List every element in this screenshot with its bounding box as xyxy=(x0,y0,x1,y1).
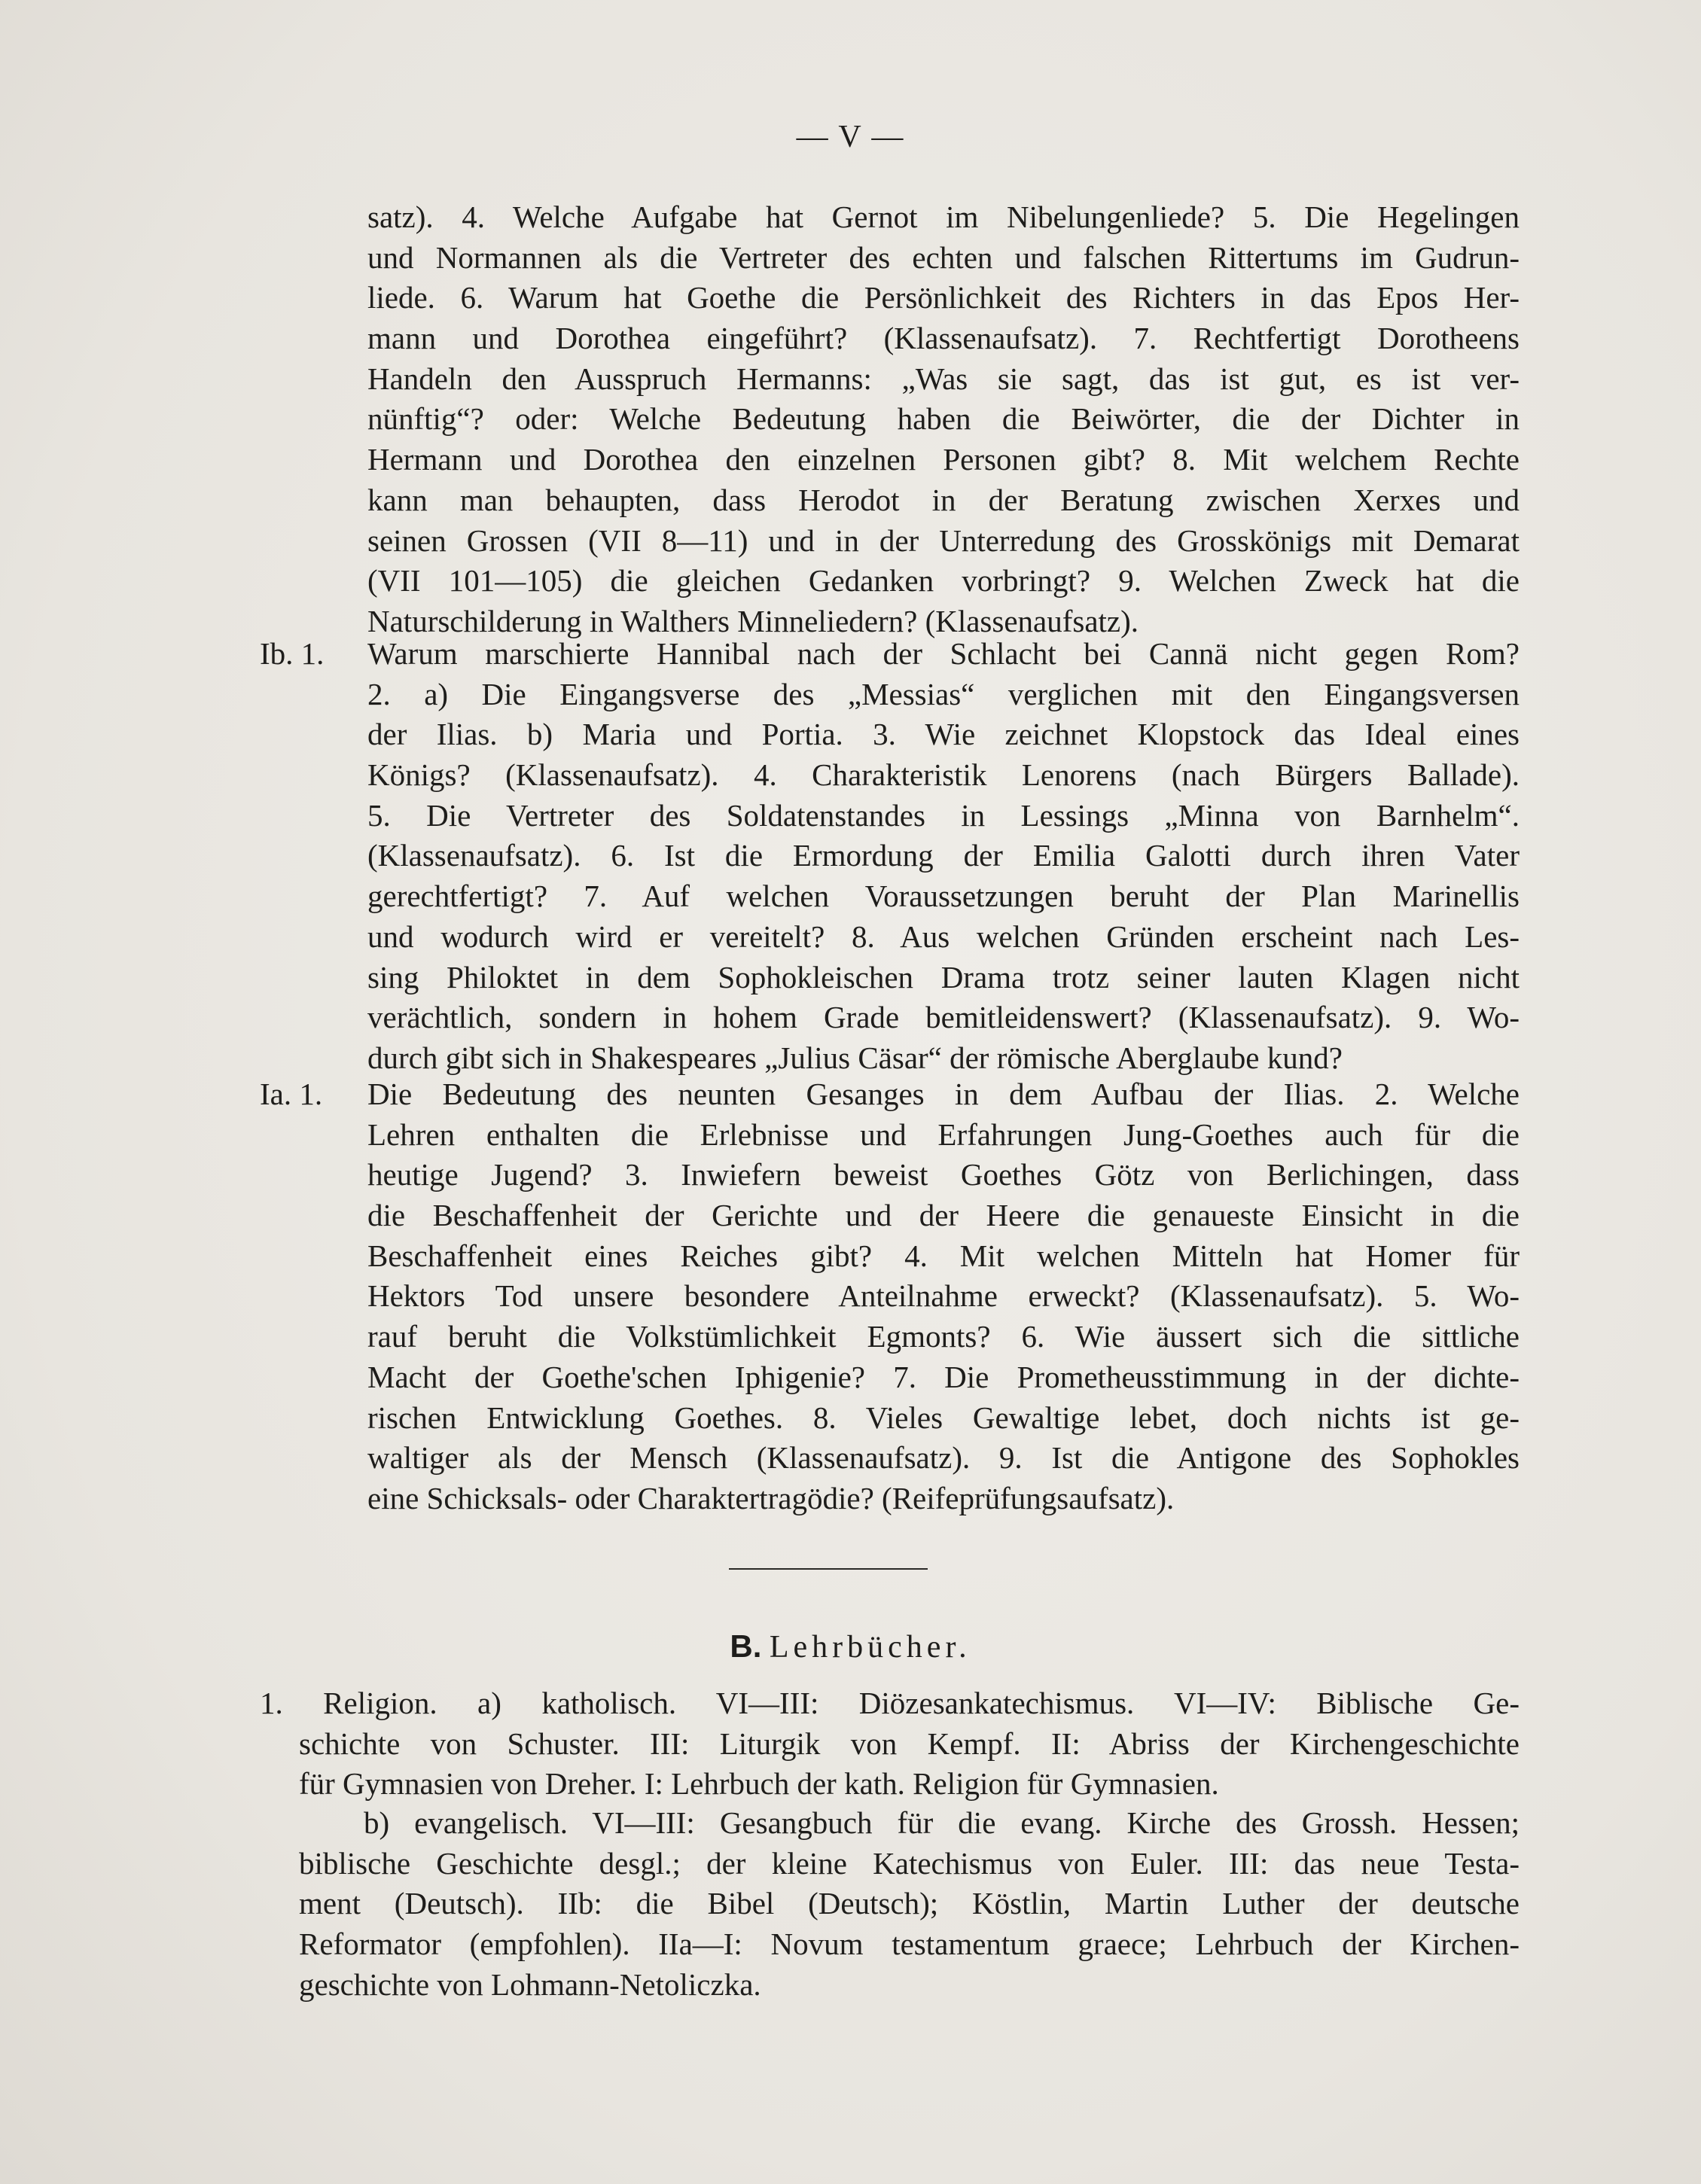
text-line: 1. Religion. a) katholisch. VI—III: Diözesankatechismus. VI—IV: Biblische Ge- xyxy=(260,1686,1520,1720)
text-line: Warum marschierte Hannibal nach der Schlacht bei Cannä nicht gegen Rom? xyxy=(367,636,1520,671)
text-line: schichte von Schuster. III: Liturgik von Kempf. II: Abriss der Kirchengeschichte xyxy=(299,1726,1520,1761)
text-line: Naturschilderung in Walthers Minneliedern? (Klassenaufsatz). xyxy=(367,603,1139,638)
section-ia-paragraph xyxy=(367,1074,1520,1519)
text-line: satz). 4. Welche Aufgabe hat Gernot im Nibelungenliede? 5. Die Hegelingen xyxy=(367,200,1520,234)
section-label-ia: Ia. 1. xyxy=(260,1077,323,1111)
text-line: Lehren enthalten die Erlebnisse und Erfahrungen Jung-Goethes auch für die xyxy=(367,1116,1520,1152)
text-line: rauf beruht die Volkstümlichkeit Egmonts? 6. Wie äussert sich die sittliche xyxy=(367,1319,1520,1354)
text-line: liede. 6. Warum hat Goethe die Persönlichkeit des Richters in das Epos Her- xyxy=(367,280,1520,315)
text-line: verächtlich, sondern in hohem Grade bemitleidenswert? (Klassenaufsatz). 9. Wo- xyxy=(367,1000,1520,1035)
continuation-paragraph xyxy=(367,197,1520,642)
text-line: seinen Grossen (VII 8—11) und in der Unterredung des Grosskönigs mit Demarat xyxy=(367,522,1520,558)
text-line: und wodurch wird er vereitelt? 8. Aus welchen Gründen erscheint nach Les- xyxy=(367,918,1520,954)
text-line: Handeln den Ausspruch Hermanns: „Was sie sagt, das ist gut, es ist ver- xyxy=(367,361,1520,396)
text-line: (Klassenaufsatz). 6. Ist die Ermordung der Emilia Galotti durch ihren Vater xyxy=(367,838,1520,873)
text-line: für Gymnasien von Dreher. I: Lehrbuch der kath. Religion für Gymnasien. xyxy=(299,1766,1219,1802)
text-line: mann und Dorothea eingeführt? (Klassenaufsatz). 7. Rechtfertigt Dorotheens xyxy=(367,321,1520,356)
text-line: Macht der Goethe'schen Iphigenie? 7. Die Prometheusstimmung in der dichte- xyxy=(367,1359,1520,1394)
text-line: b) evangelisch. VI—III: Gesangbuch für die evang. Kirche des Grossh. Hessen; xyxy=(364,1805,1520,1840)
text-line: ment (Deutsch). IIb: die Bibel (Deutsch); Köstlin, Martin Luther der deutsche xyxy=(299,1886,1520,1921)
section-label-ib: Ib. 1. xyxy=(260,636,325,671)
text-line: Reformator (empfohlen). IIa—I: Novum testamentum graece; Lehrbuch der Kirchen- xyxy=(299,1927,1520,1962)
text-line: waltiger als der Mensch (Klassenaufsatz). 9. Ist die Antigone des Sophokles xyxy=(367,1440,1520,1476)
text-line: die Beschaffenheit der Gerichte und der Heere die genaueste Einsicht in die xyxy=(367,1198,1520,1233)
text-line: nünftig“? oder: Welche Bedeutung haben die Beiwörter, die der Dichter in xyxy=(367,401,1520,437)
text-line: durch gibt sich in Shakespeares „Julius Cäsar“ der römische Aberglaube kund? xyxy=(367,1040,1343,1075)
text-line: Hektors Tod unsere besondere Anteilnahme erweckt? (Klassenaufsatz). 5. Wo- xyxy=(367,1278,1520,1314)
section-b-letter: B. xyxy=(730,1628,762,1664)
text-line: 2. a) Die Eingangsverse des „Messias“ verglichen mit den Eingangsversen xyxy=(367,676,1520,711)
text-line: Hermann und Dorothea den einzelnen Personen gibt? 8. Mit welchem Rechte xyxy=(367,442,1520,477)
divider-rule xyxy=(729,1568,928,1570)
text-line: (VII 101—105) die gleichen Gedanken vorbringt? 9. Welchen Zweck hat die xyxy=(367,563,1520,599)
section-b-heading xyxy=(0,1628,1701,1665)
text-line: rischen Entwicklung Goethes. 8. Vieles Gewaltige lebet, doch nichts ist ge- xyxy=(367,1400,1520,1435)
section-b-title: Lehrbücher. xyxy=(769,1630,971,1665)
text-line: eine Schicksals- oder Charaktertragödie? (Reifeprüfungsaufsatz). xyxy=(367,1480,1175,1515)
text-line: kann man behaupten, dass Herodot in der Beratung zwischen Xerxes und xyxy=(367,482,1520,517)
text-line: biblische Geschichte desgl.; der kleine Katechismus von Euler. III: das neue Testa- xyxy=(299,1845,1520,1881)
text-line: und Normannen als die Vertreter des echten und falschen Rittertums im Gudrun- xyxy=(367,239,1520,275)
section-ib-paragraph xyxy=(367,634,1520,1079)
text-line: Die Bedeutung des neunten Gesanges in dem Aufbau der Ilias. 2. Welche xyxy=(367,1077,1520,1111)
text-line: Beschaffenheit eines Reiches gibt? 4. Mit welchen Mitteln hat Homer für xyxy=(367,1238,1520,1273)
text-line: heutige Jugend? 3. Inwiefern beweist Goethes Götz von Berlichingen, dass xyxy=(367,1157,1520,1193)
text-line: Königs? (Klassenaufsatz). 4. Charakteristik Lenorens (nach Bürgers Ballade). xyxy=(367,757,1520,793)
religion-evangelical-paragraph xyxy=(299,1803,1520,2005)
text-line: geschichte von Lohmann-Netoliczka. xyxy=(299,1966,761,2002)
text-line: 5. Die Vertreter des Soldatenstandes in Lessings „Minna von Barnhelm“. xyxy=(367,797,1520,833)
text-line: gerechtfertigt? 7. Auf welchen Voraussetzungen beruht der Plan Marinellis xyxy=(367,879,1520,914)
text-line: der Ilias. b) Maria und Portia. 3. Wie zeichnet Klopstock das Ideal eines xyxy=(367,717,1520,752)
religion-catholic-paragraph xyxy=(260,1683,1520,1805)
text-line: sing Philoktet in dem Sophokleischen Drama trotz seiner lauten Klagen nicht xyxy=(367,959,1520,995)
page-number: — V — xyxy=(796,120,905,154)
